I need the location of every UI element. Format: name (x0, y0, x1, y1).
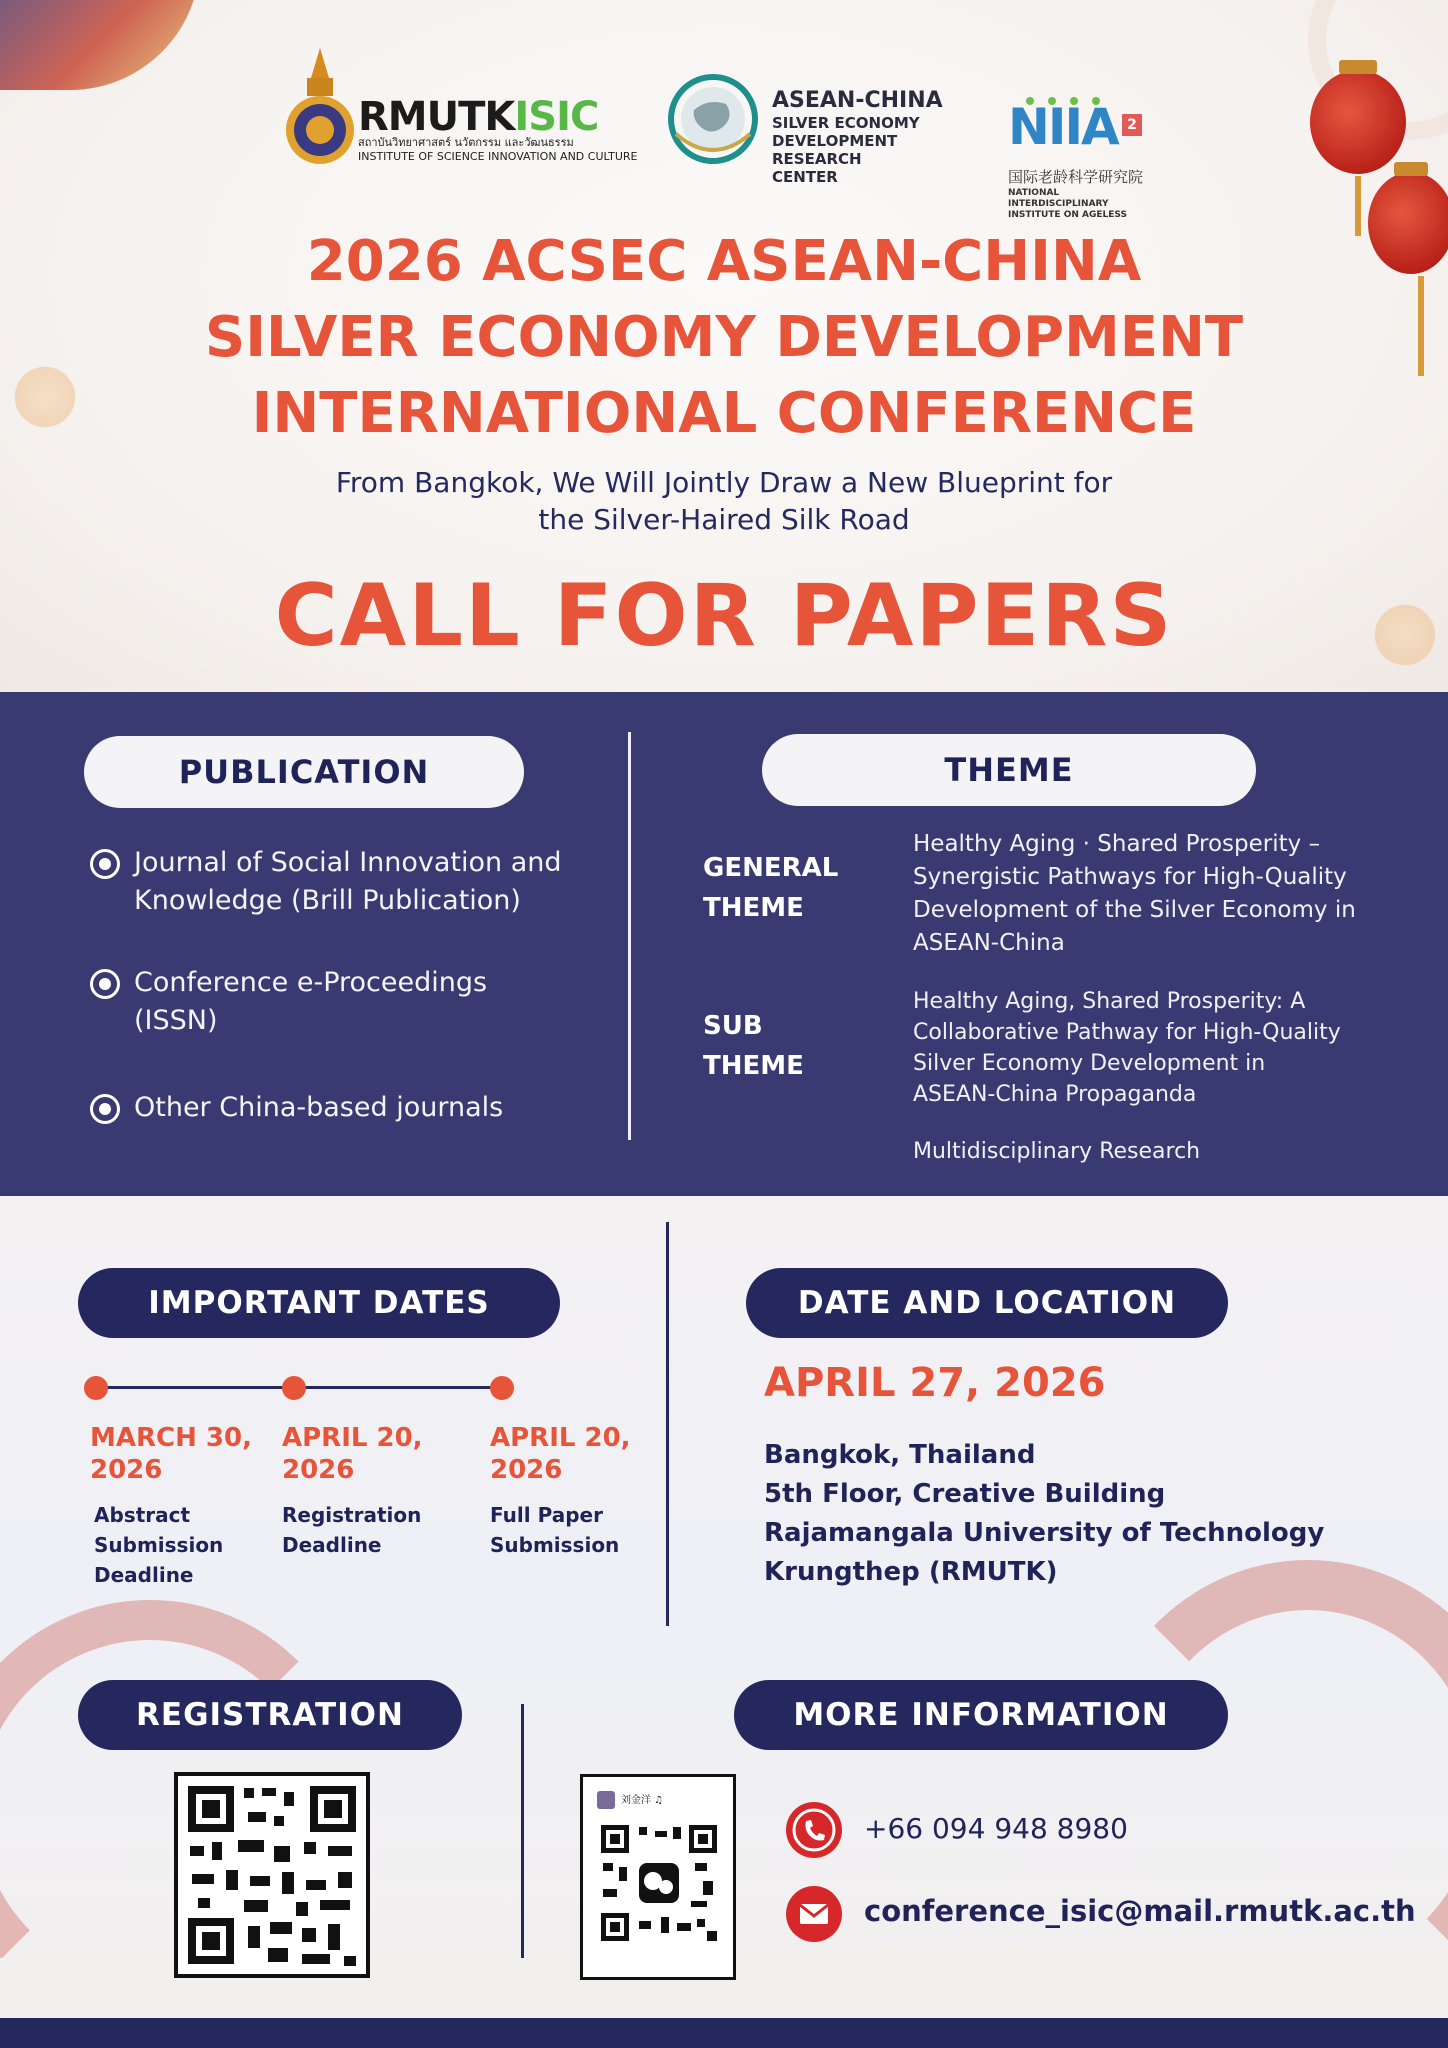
rmutk-isic-logo: RMUTKISIC (358, 94, 599, 140)
theme-heading: THEME (762, 734, 1256, 806)
registration-qr-code[interactable] (174, 1772, 370, 1978)
date-location-heading: DATE AND LOCATION (746, 1268, 1228, 1338)
niia-english-name: NATIONAL INTERDISCIPLINARY INSTITUTE ON AGELESS (1008, 188, 1127, 220)
venue-address: Bangkok, Thailand 5th Floor, Creative Building Rajamangala University of Technology Krungthep (RMUTK) (764, 1440, 1325, 1587)
wechat-qr-code[interactable] (580, 1774, 736, 1980)
registration-heading: REGISTRATION (78, 1680, 462, 1750)
avatar (597, 1791, 615, 1809)
sub-theme-label: SUB THEME (703, 1011, 804, 1081)
band-divider (628, 732, 631, 1140)
important-date: MARCH 30, 2026 (90, 1423, 252, 1485)
radio-bullet-icon (90, 849, 120, 879)
call-for-papers-heading: CALL FOR PAPERS (274, 566, 1174, 666)
important-date: APRIL 20, 2026 (282, 1423, 423, 1485)
registration-divider (521, 1704, 524, 1958)
qr-code-icon (178, 1776, 366, 1974)
sub-theme-text: Healthy Aging, Shared Prosperity: A Collaborative Pathway for High-Quality Silver Economy Development in ASEAN-China Propaganda (913, 989, 1341, 1107)
qr-code-icon (599, 1823, 719, 1943)
globe-icon (668, 74, 758, 164)
radio-bullet-icon (90, 1094, 120, 1124)
publication-heading: PUBLICATION (84, 736, 524, 808)
radio-bullet-icon (90, 969, 120, 999)
important-date: APRIL 20, 2026 (490, 1423, 631, 1485)
event-date: APRIL 27, 2026 (764, 1360, 1106, 1406)
niia-logo-superscript: 2 (1122, 114, 1142, 136)
general-theme-text: Healthy Aging · Shared Prosperity – Synergistic Pathways for High-Quality Development of the Silver Economy in ASEAN-China (913, 831, 1356, 956)
conference-subtitle: From Bangkok, We Will Jointly Draw a New Blueprint for the Silver-Haired Silk Road (335, 466, 1113, 536)
footer-bar (0, 2018, 1448, 2048)
important-dates-heading: IMPORTANT DATES (78, 1268, 560, 1338)
logo-row (0, 40, 1448, 220)
email-address[interactable]: conference_isic@mail.rmutk.ac.th (864, 1894, 1416, 1928)
important-date-description: Full Paper Submission (490, 1503, 620, 1557)
rmutk-isic-logo-subtitle: สถาบันวิทยาศาสตร์ นวัตกรรม และวัฒนธรรม INSTITUTE OF SCIENCE INNOVATION AND CULTURE (358, 136, 638, 163)
university-seal-icon (283, 48, 357, 168)
email-icon (786, 1886, 842, 1942)
sub-theme-extra: Multidisciplinary Research (913, 1139, 1201, 1164)
important-date-description: Registration Deadline (282, 1503, 422, 1557)
more-information-heading: MORE INFORMATION (734, 1680, 1228, 1750)
timeline-dot (282, 1376, 306, 1400)
wechat-name: 刘金洋 ♫ (621, 1795, 664, 1806)
conference-title: 2026 ACSEC ASEAN-CHINA SILVER ECONOMY DEVELOPMENT INTERNATIONAL CONFERENCE (204, 229, 1244, 446)
timeline-dot (84, 1376, 108, 1400)
phone-number[interactable]: +66 094 948 8980 (864, 1812, 1128, 1845)
niia-logo: NIIA (1008, 98, 1118, 156)
phone-icon (786, 1802, 842, 1858)
important-date-description: Abstract Submission Deadline (94, 1503, 224, 1587)
asean-china-center-logo: ASEAN-CHINA SILVER ECONOMY DEVELOPMENT RESEARCH CENTER (772, 88, 943, 186)
general-theme-label: GENERAL THEME (703, 853, 839, 923)
niia-chinese-name: 国际老龄科学研究院 (1008, 168, 1144, 186)
timeline-dot (490, 1376, 514, 1400)
